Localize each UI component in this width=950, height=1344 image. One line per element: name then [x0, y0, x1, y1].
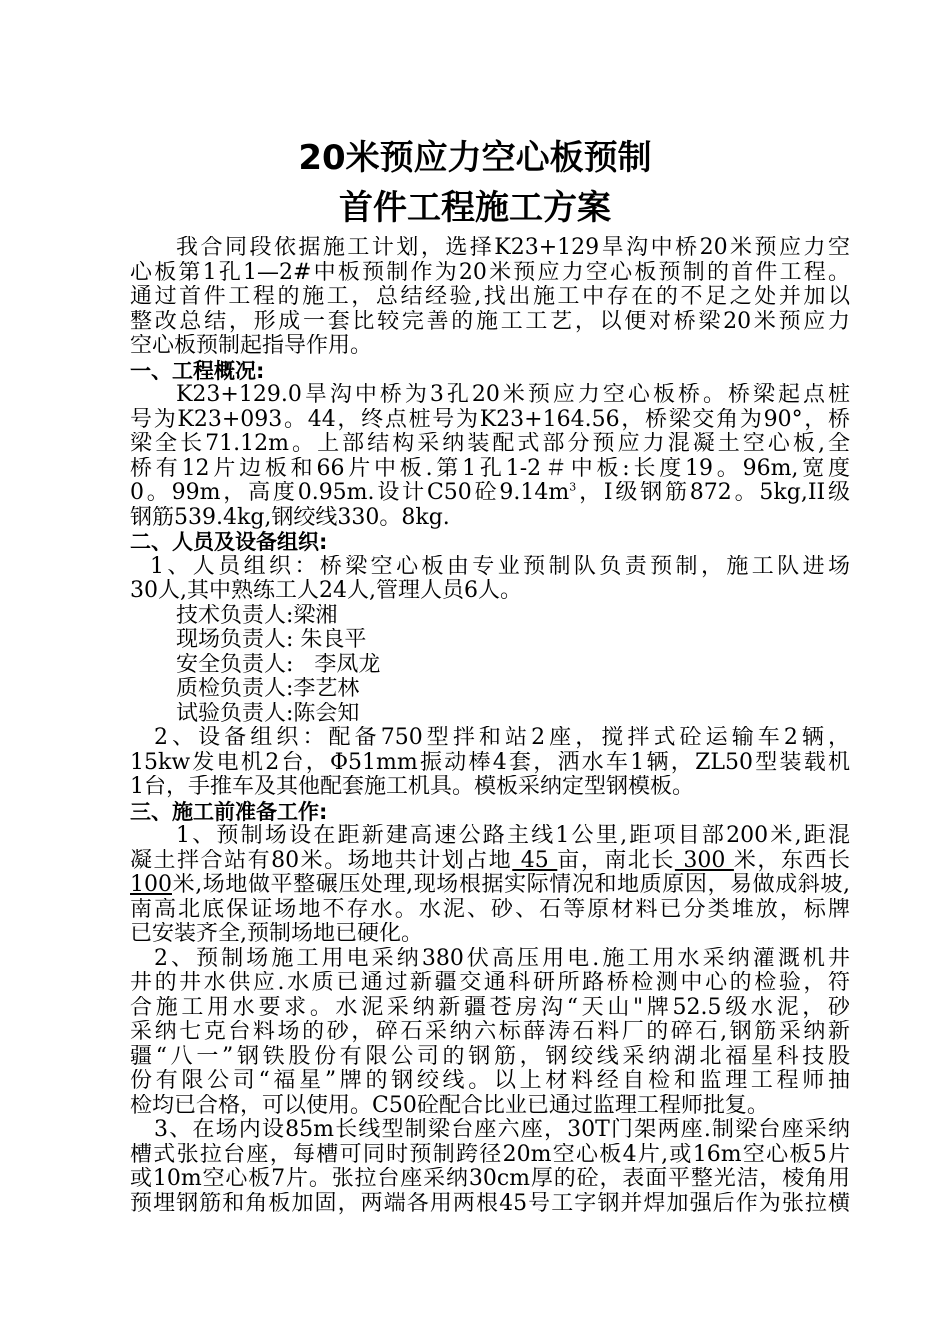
paragraph-line: 采纳七克台料场的砂，碎石采纳六标薛涛石料厂的碎石,钢筋采纳新	[130, 1020, 850, 1044]
north-south-length: 300	[674, 848, 734, 873]
staff-line: 质检负责人:李艺林	[176, 677, 360, 701]
paragraph-line: 钢筋539.4kg,钢绞线330。8kg.	[130, 505, 450, 530]
staff-line: 技术负责人:梁湘	[176, 603, 338, 628]
paragraph-line: 3、在场内设85m长线型制梁台座六座，30T门架两座.制梁台座采纳	[154, 1118, 850, 1142]
paragraph-line: 15kw发电机2台，Φ51mm振动棒4套，洒水车1辆，ZL50型装载机	[130, 750, 850, 775]
paragraph-line: 井的井水供应.水质已通过新疆交通科研所路桥检测中心的检验，符	[130, 971, 850, 995]
intro-line: 通过首件工程的施工，总结经验,找出施工中存在的不足之处并加以	[130, 285, 850, 309]
paragraph-line: 1、人员组织：桥梁空心板由专业预制队负责预制，施工队进场	[150, 554, 850, 579]
paragraph-line: 号为K23+093。44，终点桩号为K23+164.56，桥梁交角为90°，桥	[130, 407, 850, 432]
paragraph-line: 已安装齐全,预制场地已硬化。	[130, 922, 423, 946]
paragraph-line: 凝土拌合站有80米。场地共计划占地 45 亩，南北长 300 米，东西长	[130, 848, 850, 873]
intro-line: 空心板预制起指导作用。	[130, 334, 373, 358]
document-subtitle: 首件工程施工方案	[339, 188, 611, 228]
paragraph-line: 30人,其中熟练工人24人,管理人员6人。	[130, 579, 522, 603]
paragraph-line: 疆“八一”钢铁股份有限公司的钢筋，钢绞线采纳湖北福星科技股	[130, 1044, 850, 1069]
paragraph-line: 0。99m，高度0.95m.设计C50砼$9.14m^3$，I级钢筋872。5kg,II级	[130, 481, 850, 505]
staff-line: 试验负责人:陈会知	[176, 701, 360, 726]
paragraph-line: 份有限公司“福星”牌的钢绞线。以上材料经自检和监理工程师抽	[130, 1069, 850, 1093]
paragraph-line: 梁全长71.12m。上部结构采纳装配式部分预应力混凝土空心板,全	[130, 432, 850, 456]
section-heading-organization: 二、人员及设备组织:	[130, 530, 328, 554]
section-heading-preparation: 三、施工前准备工作:	[130, 799, 328, 824]
paragraph-line: 1台，手推车及其他配套施工机具。模板采纳定型钢模板。	[130, 775, 694, 799]
site-area-value: 45	[512, 848, 558, 873]
staff-line: 安全负责人: 李凤龙	[176, 652, 381, 677]
paragraph-line: 南高北底保证场地不存水。水泥、砂、石等原材料已分类堆放，标牌	[130, 897, 850, 922]
paragraph-line: 或10m空心板7片。张拉台座采纳30cm厚的砼，表面平整光洁，棱角用	[130, 1167, 850, 1191]
intro-line: 整改总结，形成一套比较完善的施工工艺，以便对桥梁20米预应力	[130, 309, 850, 334]
east-west-length: 100	[130, 873, 172, 897]
staff-line: 现场负责人: 朱良平	[176, 628, 367, 652]
paragraph-line: 合施工用水要求。水泥采纳新疆苍房沟“天山"牌52.5级水泥，砂	[130, 995, 850, 1020]
document-body	[130, 236, 850, 1216]
paragraph-line: K23+129.0旱沟中桥为3孔20米预应力空心板桥。桥梁起点桩	[176, 383, 850, 407]
paragraph-line: 槽式张拉台座，每槽可同时预制跨径20m空心板4片,或16m空心板5片	[130, 1142, 850, 1167]
paragraph-line: 2、预制场施工用电采纳380伏高压用电.施工用水采纳灌溉机井	[154, 946, 850, 971]
section-heading-overview: 一、工程概况:	[130, 358, 265, 383]
paragraph-line: 100米,场地做平整碾压处理,现场根据实际情况和地质原因，易做成斜坡,	[130, 873, 850, 897]
paragraph-line: 1、预制场设在距新建高速公路主线1公里,距项目部200米,距混	[176, 824, 850, 848]
paragraph-line: 检均已合格，可以使用。C50砼配合比业已通过监理工程师批复。	[130, 1093, 769, 1118]
paragraph-line: 预埋钢筋和角板加固，两端各用两根45号工字钢并焊加强后作为张拉横	[130, 1191, 850, 1216]
intro-line: 心板第1孔1—2#中板预制作为20米预应力空心板预制的首件工程。	[130, 260, 850, 285]
document-title: 20米预应力空心板预制	[298, 138, 652, 178]
intro-line: 我合同段依据施工计划，选择K23+129旱沟中桥20米预应力空	[176, 236, 850, 260]
paragraph-line: 桥有12片边板和66片中板.第1孔1-2＃中板:长度19。96m,宽度	[130, 456, 850, 481]
paragraph-line: 2、设备组织：配备750型拌和站2座，搅拌式砼运输车2辆，	[154, 726, 850, 750]
